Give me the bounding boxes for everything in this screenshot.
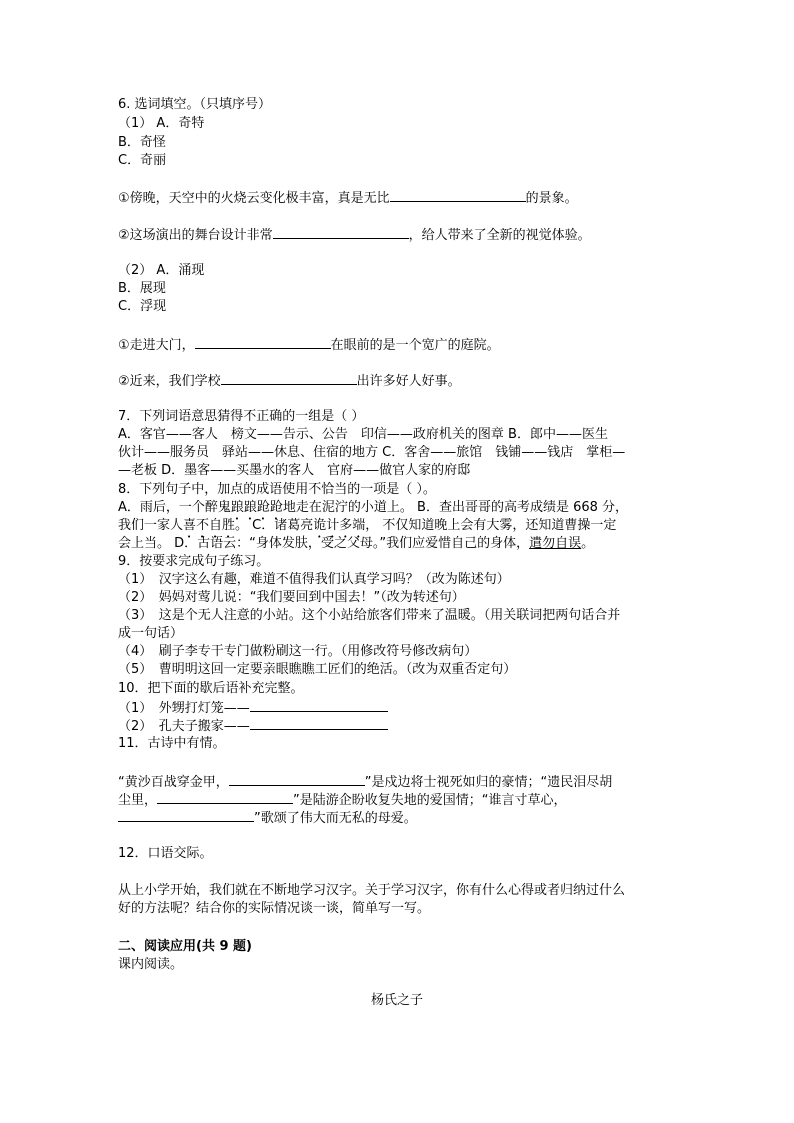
q6-part1-option-a: （1） A．奇特 xyxy=(118,116,205,131)
q11-line-1: “黄沙百战穿金甲， ”是戍边将士视死如归的豪情；“遗民泪尽胡 xyxy=(118,772,612,792)
q9-item-3: （3） 这是个无人注意的小站。这个小站给旅客们带来了温暖。（用关联词把两句话合并 xyxy=(118,608,621,623)
q7-options-line-3: —老板 D．墨客——买墨水的客人 官府——做官人家的府邸 xyxy=(118,463,471,478)
q11-line-2: 尘里， ”是陆游企盼收复失地的爱国情；“谁言寸草心， xyxy=(118,790,567,810)
answer-blank[interactable] xyxy=(118,808,254,822)
q12-line-1: 从上小学开始，我们就在不断地学习汉字。关于学习汉字，你有什么心得或者归纳过什么 xyxy=(118,883,626,898)
answer-blank[interactable] xyxy=(195,335,331,349)
passage-title: 杨氏之子 xyxy=(370,993,423,1008)
q6-part2-option-b: B．展现 xyxy=(118,281,166,296)
q9-item-2: （2） 妈妈对莺儿说：“我们要回到中国去！”（改为转述句） xyxy=(118,590,465,605)
q11-title: 11．古诗中有情。 xyxy=(118,736,226,751)
q12-title: 12．口语交际。 xyxy=(118,846,213,861)
answer-blank[interactable] xyxy=(390,188,526,202)
q9-item-3-cont: 成一句话） xyxy=(118,626,184,641)
q6-part1-option-b: B．奇怪 xyxy=(118,135,166,150)
q10-title: 10．把下面的歇后语补充完整。 xyxy=(118,681,304,696)
q8-options-line-3: 会上当。 D．古语云：“身体发肤，受之父母。”我们应爱惜自己的身体，遣勿自误。 xyxy=(118,536,595,551)
answer-blank[interactable] xyxy=(221,371,357,385)
section-2-subtitle: 课内阅读。 xyxy=(118,957,184,972)
q12-line-2: 好的方法呢？结合你的实际情况谈一谈，简单写一写。 xyxy=(118,901,431,916)
q6-part2-option-c: C．浮现 xyxy=(118,299,167,314)
section-2-title: 二、阅读应用(共 9 题) xyxy=(118,939,252,954)
q6-sentence-1: ①傍晚，天空中的火烧云变化极丰富，真是无比 的景象。 xyxy=(118,188,578,208)
answer-blank[interactable] xyxy=(250,716,388,730)
answer-blank[interactable] xyxy=(273,225,409,239)
q8-options-line-2: 我们一家人喜不自胜。 C．诸葛亮诡计多端， 不仅知道晚上会有大雾，还知道曹操一定 xyxy=(118,518,617,533)
q7-options-line-1: A．客官——客人 榜文——告示、公告 印信——政府机关的图章 B．郎中——医生 xyxy=(118,427,608,442)
q10-item-1: （1） 外甥打灯笼—— xyxy=(118,698,388,718)
q9-item-5: （5） 曹明明这回一定要亲眼瞧瞧工匠们的绝活。（改为双重否定句） xyxy=(118,662,517,677)
q9-title: 9．按要求完成句子练习。 xyxy=(118,554,270,569)
q9-item-1: （1） 汉字这么有趣，难道不值得我们认真学习吗？（改为陈述句） xyxy=(118,572,510,587)
q6-sentence-4: ②近来，我们学校 出许多好人好事。 xyxy=(118,371,461,391)
q9-item-4: （4） 刷子李专干专门做粉刷这一行。（用修改符号修改病句） xyxy=(118,644,478,659)
answer-blank[interactable] xyxy=(157,790,293,804)
q6-title: 6. 选词填空。（只填序号） xyxy=(118,97,272,112)
q11-line-3: ”歌颂了伟大而无私的母爱。 xyxy=(118,808,417,828)
q6-sentence-2: ②这场演出的舞台设计非常 ，给人带来了全新的视觉体验。 xyxy=(118,225,591,245)
q7-options-line-2: 伙计——服务员 驿站——休息、住宿的地方 C．客舍——旅馆 钱铺——钱店 掌柜— xyxy=(118,445,626,460)
q8-options-line-1: A．雨后，一个醉鬼踉踉跄跄地走在泥泞的小道上。 B．查出哥哥的高考成绩是 668 分， xyxy=(118,500,629,515)
q6-part2-option-a: （2） A．涌现 xyxy=(118,263,205,278)
q8-title: 8．下列句子中，加点的成语使用不恰当的一项是（ ）。 xyxy=(118,482,436,497)
q6-sentence-3: ①走进大门， 在眼前的是一个宽广的庭院。 xyxy=(118,335,500,355)
q6-part1-option-c: C．奇丽 xyxy=(118,153,167,168)
answer-blank[interactable] xyxy=(229,772,365,786)
q10-item-2: （2） 孔夫子搬家—— xyxy=(118,716,388,736)
q7-title: 7．下列词语意思猜得不正确的一组是（ ） xyxy=(118,409,365,424)
answer-blank[interactable] xyxy=(250,698,388,712)
